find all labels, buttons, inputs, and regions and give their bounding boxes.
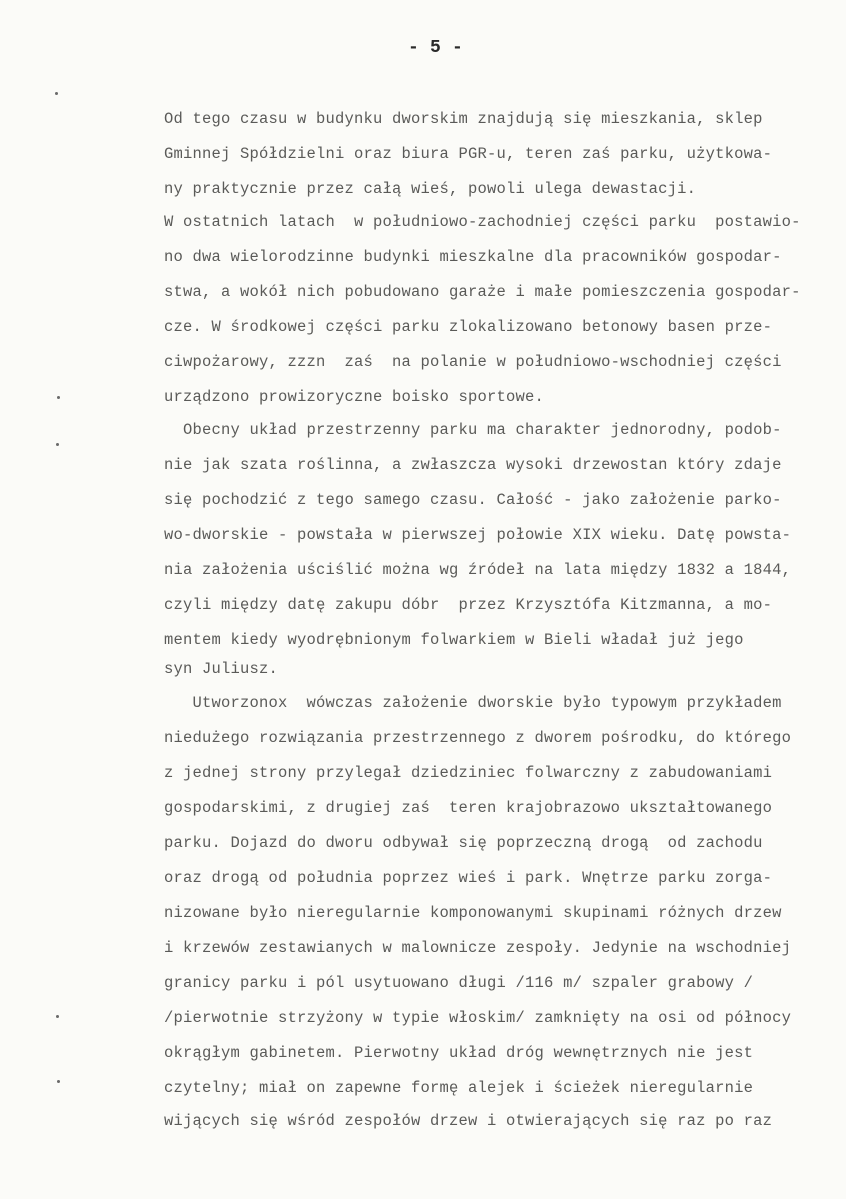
text-line: cze. W środkowej części parku zlokalizowano betonowy basen prze-: [164, 318, 773, 336]
margin-mark: [57, 1080, 60, 1083]
text-line: gospodarskimi, z drugiej zaś teren krajobrazowo ukształtowanego: [164, 799, 773, 817]
text-line: granicy parku i pól usytuowano długi /116 m/ szpaler grabowy /: [164, 974, 754, 992]
text-line: mentem kiedy wyodrębnionym folwarkiem w Bieli władał już jego: [164, 631, 744, 649]
text-line: Utworzonox wówczas założenie dworskie było typowym przykładem: [164, 694, 782, 712]
text-line: parku. Dojazd do dworu odbywał się poprzeczną drogą od zachodu: [164, 834, 763, 852]
text-line: z jednej strony przylegał dziedziniec folwarczny z zabudowaniami: [164, 764, 773, 782]
page-number: - 5 -: [408, 38, 464, 58]
text-line: no dwa wielorodzinne budynki mieszkalne dla pracowników gospodar-: [164, 248, 782, 266]
text-line: oraz drogą od południa poprzez wieś i park. Wnętrze parku zorga-: [164, 869, 773, 887]
text-line: i krzewów zestawianych w malownicze zespoły. Jedynie na wschodniej: [164, 939, 792, 957]
text-line: /pierwotnie strzyżony w typie włoskim/ zamknięty na osi od północy: [164, 1009, 792, 1027]
text-line: ciwpożarowy, zzzn zaś na polanie w południowo-wschodniej części: [164, 353, 782, 371]
text-line: stwa, a wokół nich pobudowano garaże i małe pomieszczenia gospodar-: [164, 283, 801, 301]
margin-mark: [56, 443, 59, 446]
text-line: się pochodzić z tego samego czasu. Całość - jako założenie parko-: [164, 491, 782, 509]
text-line: syn Juliusz.: [164, 660, 279, 678]
margin-mark: [57, 396, 60, 399]
text-line: nia założenia uściślić można wg źródeł na lata między 1832 a 1844,: [164, 561, 792, 579]
text-line: czytelny; miał on zapewne formę alejek i ścieżek nieregularnie: [164, 1079, 754, 1097]
text-line: niedużego rozwiązania przestrzennego z dworem pośrodku, do którego: [164, 729, 792, 747]
text-line: urządzono prowizoryczne boisko sportowe.: [164, 388, 545, 406]
text-line: czyli między datę zakupu dóbr przez Krzysztófa Kitzmanna, a mo-: [164, 596, 773, 614]
text-line: wo-dworskie - powstała w pierwszej połowie XIX wieku. Datę powsta-: [164, 526, 792, 544]
text-line: ny praktycznie przez całą wieś, powoli ulega dewastacji.: [164, 180, 697, 198]
text-line: okrągłym gabinetem. Pierwotny układ dróg wewnętrznych nie jest: [164, 1044, 754, 1062]
margin-mark: [56, 1015, 59, 1018]
text-line: Obecny układ przestrzenny parku ma charakter jednorodny, podob-: [164, 421, 782, 439]
text-line: nizowane było nieregularnie komponowanymi skupinami różnych drzew: [164, 904, 782, 922]
text-line: W ostatnich latach w południowo-zachodniej części parku postawio-: [164, 213, 801, 231]
text-line: Od tego czasu w budynku dworskim znajdują się mieszkania, sklep: [164, 110, 763, 128]
text-line: wijących się wśród zespołów drzew i otwierających się raz po raz: [164, 1112, 773, 1130]
text-line: Gminnej Spółdzielni oraz biura PGR-u, teren zaś parku, użytkowa-: [164, 145, 773, 163]
margin-mark: [55, 92, 58, 95]
text-line: nie jak szata roślinna, a zwłaszcza wysoki drzewostan który zdaje: [164, 456, 782, 474]
